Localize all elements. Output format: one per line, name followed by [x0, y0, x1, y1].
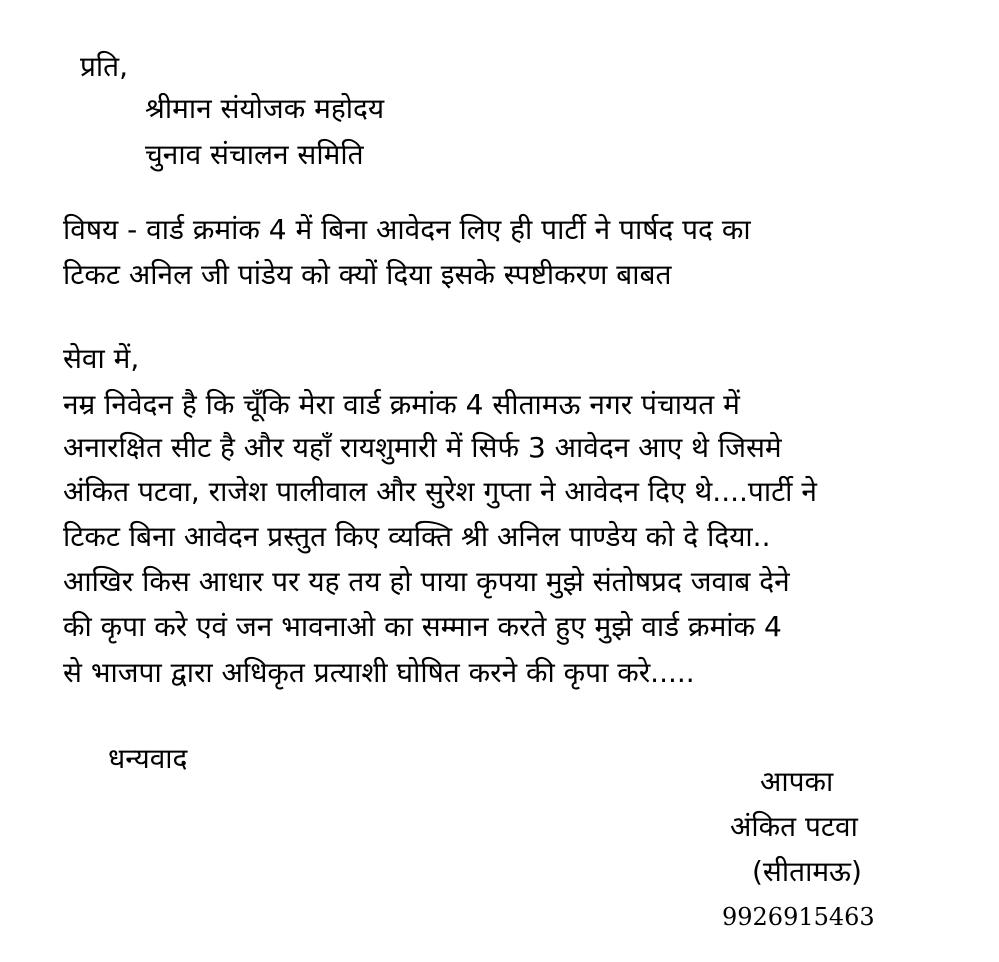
- body-line-1: नम्र निवेदन है कि चूँकि मेरा वार्ड क्रमांक 4 सीतामऊ नगर पंचायत में: [63, 388, 740, 421]
- body-line-3: अंकित पटवा, राजेश पालीवाल और सुरेश गुप्ता ने आवेदन दिए थे....पार्टी ने: [63, 475, 817, 508]
- salutation-to: प्रति,: [80, 50, 129, 83]
- recipient-committee: चुनाव संचालन समिति: [145, 138, 364, 171]
- signature-name: अंकित पटवा: [730, 810, 858, 843]
- body-line-2: अनारक्षित सीट है और यहाँ रायशुमारी में सिर्फ 3 आवेदन आए थे जिसमे: [63, 431, 782, 464]
- signature-closing: आपका: [760, 765, 834, 798]
- signature-place: (सीतामऊ): [752, 855, 862, 888]
- body-line-4: टिकट बिना आवेदन प्रस्तुत किए व्यक्ति श्री अनिल पाण्डेय को दे दिया..: [63, 520, 771, 553]
- body-line-7: से भाजपा द्वारा अधिकृत प्रत्याशी घोषित करने की कृपा करे.....: [63, 656, 695, 689]
- greeting: सेवा में,: [63, 342, 140, 375]
- body-line-6: की कृपा करे एवं जन भावनाओ का सम्मान करते हुए मुझे वार्ड क्रमांक 4: [63, 610, 782, 643]
- thanks: धन्यवाद: [108, 742, 188, 775]
- subject-line-2: टिकट अनिल जी पांडेय को क्यों दिया इसके स्पष्टीकरण बाबत: [63, 258, 672, 291]
- recipient-title: श्रीमान संयोजक महोदय: [145, 92, 385, 125]
- subject-line-1: विषय - वार्ड क्रमांक 4 में बिना आवेदन लिए ही पार्टी ने पार्षद पद का: [63, 213, 751, 246]
- signature-phone: 9926915463: [722, 903, 875, 931]
- body-line-5: आखिर किस आधार पर यह तय हो पाया कृपया मुझे संतोषप्रद जवाब देने: [63, 565, 790, 598]
